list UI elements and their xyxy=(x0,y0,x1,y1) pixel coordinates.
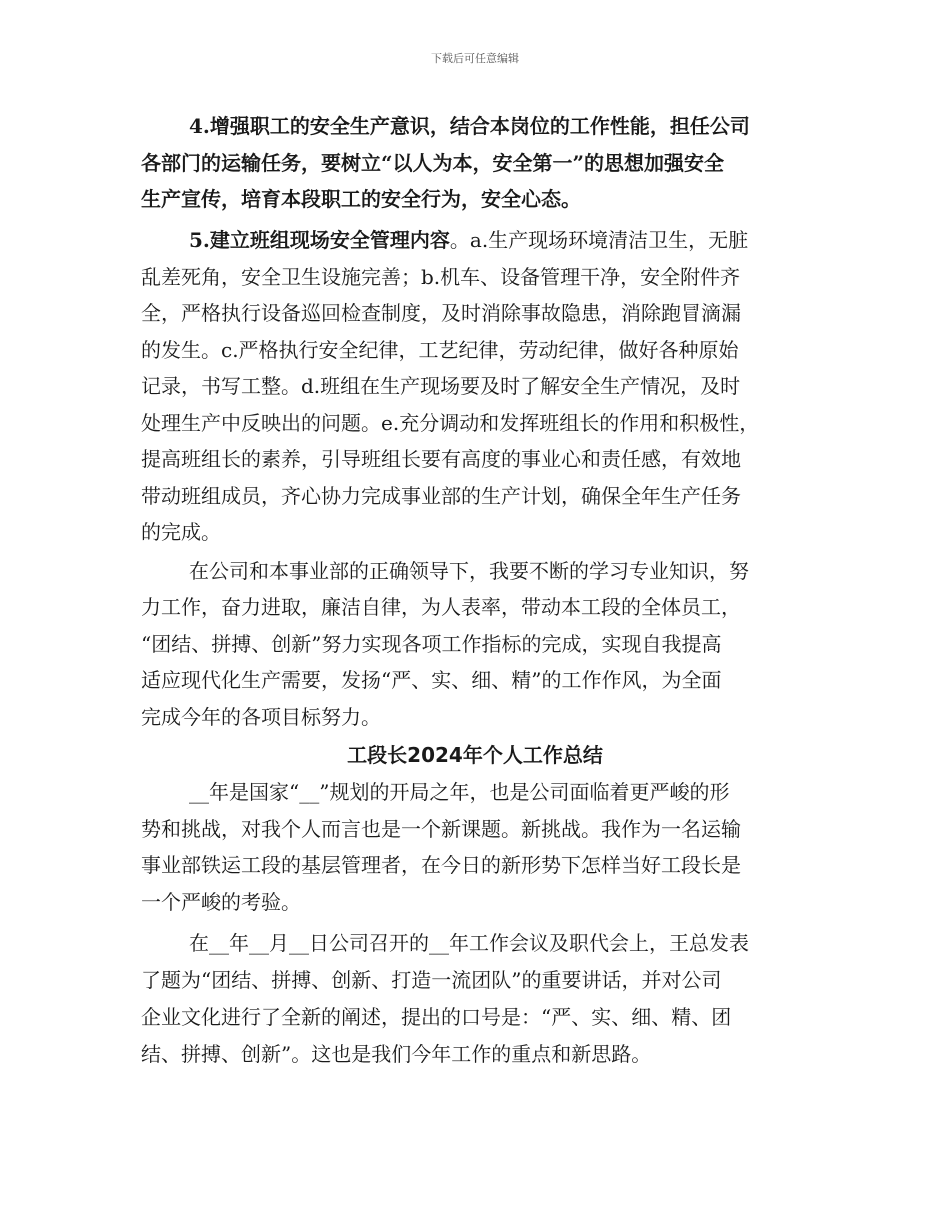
paragraph-line: __年是国家“__”规划的开局之年，也是公司面临着更严峻的形 xyxy=(189,780,730,804)
paragraph-line: 势和挑战，对我个人而言也是一个新课题。新挑战。我作为一名运输 xyxy=(141,817,741,841)
paragraph-line: 结、拼搏、创新”。这也是我们今年工作的重点和新思路。 xyxy=(141,1042,652,1066)
page-header-note: 下载后可任意编辑 xyxy=(431,52,519,65)
paragraph-line: 事业部铁运工段的基层管理者，在今日的新形势下怎样当好工段长是 xyxy=(141,853,741,877)
paragraph-line: 处理生产中反映出的问题。e.充分调动和发挥班组长的作用和积极性， xyxy=(141,411,760,435)
item-lead: 5.建立班组现场安全管理内容 xyxy=(189,228,450,252)
paragraph-line: 适应现代化生产需要，发扬“严、实、细、精”的工作作风，为全面 xyxy=(141,668,722,692)
paragraph-line: 记录，书写工整。d.班组在生产现场要及时了解安全生产情况，及时 xyxy=(141,374,741,398)
paragraph-line: “团结、拼搏、创新”努力实现各项工作指标的完成，实现自我提高 xyxy=(141,632,722,656)
paragraph-line: 了题为“团结、拼搏、创新、打造一流团队”的重要讲话，并对公司 xyxy=(141,968,722,992)
paragraph-line: 完成今年的各项目标努力。 xyxy=(141,705,381,729)
paragraph-line: 力工作，奋力进取，廉洁自律，为人表率，带动本工段的全体员工， xyxy=(141,595,741,619)
paragraph-line: 乱差死角，安全卫生设施完善；b.机车、设备管理干净，安全附件齐 xyxy=(141,265,741,289)
paragraph-line: 的发生。c.严格执行安全纪律，工艺纪律，劳动纪律，做好各种原始 xyxy=(141,338,739,362)
paragraph-line: 一个严峻的考验。 xyxy=(141,890,301,914)
paragraph-line: 在__年__月__日公司召开的__年工作会议及职代会上，王总发表 xyxy=(189,931,749,955)
paragraph-line: 带动班组成员，齐心协力完成事业部的生产计划，确保全年生产任务 xyxy=(141,484,741,508)
item-text: 。a.生产现场环境清洁卫生，无脏 xyxy=(449,228,749,252)
paragraph-line: 的完成。 xyxy=(141,520,221,544)
paragraph-line: 全，严格执行设备巡回检查制度，及时消除事故隐患，消除跑冒滴漏 xyxy=(141,301,741,325)
paragraph-line: 各部门的运输任务，要树立“以人为本，安全第一”的思想加强安全 xyxy=(141,151,725,175)
paragraph-line xyxy=(189,228,748,252)
paragraph-line: 在公司和本事业部的正确领导下，我要不断的学习专业知识，努 xyxy=(189,559,749,583)
paragraph-line: 提高班组长的素养，引导班组长要有高度的事业心和责任感，有效地 xyxy=(141,447,741,471)
paragraph-line: 4.增强职工的安全生产意识，结合本岗位的工作性能，担任公司 xyxy=(189,114,750,138)
document-title: 工段长2024年个人工作总结 xyxy=(347,743,603,767)
paragraph-line: 生产宣传，培育本段职工的安全行为，安全心态。 xyxy=(141,187,581,211)
paragraph-line: 企业文化进行了全新的阐述，提出的口号是：“严、实、细、精、团 xyxy=(141,1005,732,1029)
